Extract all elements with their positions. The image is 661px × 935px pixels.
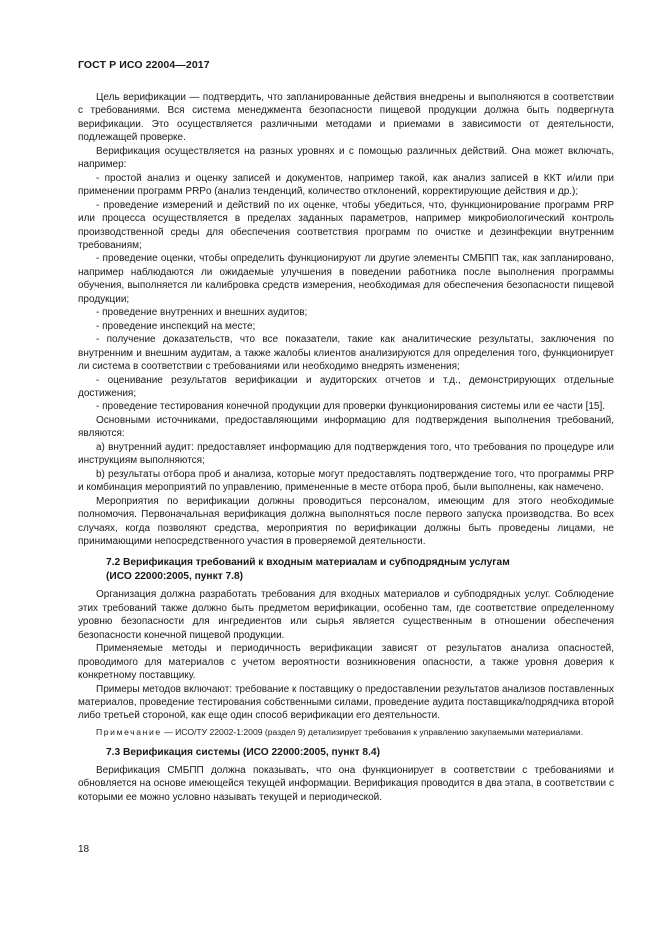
paragraph: Мероприятия по верификации должны проводиться персоналом, имеющим для этого необходимые полномочия. Первоначальная верификация должна выполняться после первого запуска производства. Во всех случаях, когда позволяют средства, мероприятия по верификации должны быть проведены лицами, не принимающими непосредственного участия в проверяемой деятельности. [78,495,614,547]
list-item: - проведение измерений и действий по их оценке, чтобы убедиться, что, функционирование программ PRP или процесса осуществляется в пределах заданных параметров, например микробиологический контроль производственной среды для обеспечения соответствия программ по очистке и дезинфекции внутренним требованиям; [78,199,614,251]
section-heading-7-2-ref: (ИСО 22000:2005, пункт 7.8) [106,571,244,583]
section-heading-7-3: 7.3 Верификация системы (ИСО 22000:2005, пункт 8.4) [106,746,380,758]
list-item: - простой анализ и оценку записей и документов, например такой, как анализ записей в ККТ и/или при применении программ PRPо (анализ тенденций, количество отклонений, корректирующие действия и др.); [78,172,614,198]
paragraph: Цель верификации — подтвердить, что запланированные действия внедрены и выполняются в соответствии с требованиями. Вся система менеджмента безопасности пищевой продукции должна быть подвергнута верификации. Это осуществляется различными методами и приемами в зависимости от деятельности, подлежащей проверке. [78,92,614,144]
paragraph: Организация должна разработать требования для входных материалов и субподрядных услуг. Соблюдение этих требований также должно быть предметом верификации, особенно там, где соответствие определенному уровню безопасности для ингредиентов или сырья является существенным в отношении обеспечения безопасности конечной пищевой продукции. [78,589,614,641]
paragraph: Верификация СМБПП должна показывать, что она функционирует в соответствии с требованиями и обновляется на основе имеющейся текущей информации. Верификация проводится в два этапа, в соответствии с которыми ее можно условно называть текущей и периодической. [78,764,614,803]
paragraph: Основными источниками, предоставляющими информацию для подтверждения выполнения требований, являются: [78,414,614,440]
section-heading-7-2: 7.2 Верификация требований к входным материалам и субподрядным услугам [106,557,510,569]
paragraph: Примеры методов включают: требование к поставщику о предоставлении результатов анализов поставленных материалов, проведение тестирования собственными силами, проведение аудита поставщика/подрядчика второй либо третьей стороной, как еще один способ верификации его деятельности. [78,683,614,722]
list-item: а) внутренний аудит: предоставляет информацию для подтверждения того, что требования по процедуре или инструкциям выполняются; [78,441,614,467]
list-item: - проведение внутренних и внешних аудитов; [96,307,308,319]
list-item: b) результаты отбора проб и анализа, которые могут предоставлять подтверждение того, что программы PRP и комбинация мероприятий по управлению, примененные в месте отбора проб, были выполнены, как намечено. [78,468,614,494]
list-item: - проведение инспекций на месте; [96,320,256,332]
paragraph: Применяемые методы и периодичность верификации зависят от результатов анализа опасностей, проводимого для материалов с учетом вероятности возникновения опасности, а также уровня доверия к конкретному поставщику. [78,643,614,682]
list-item: - получение доказательств, что все показатели, такие как аналитические результаты, заключения по внутренним и внешним аудитам, а также жалобы клиентов анализируются для определения того, функционирует ли система в соответствии с требованиями или необходимо внедрять изменения; [78,334,614,373]
note [78,726,614,738]
document-header: ГОСТ Р ИСО 22004—2017 [78,59,210,71]
paragraph: Верификация осуществляется на разных уровнях и с помощью различных действий. Она может включать, например: [78,145,614,171]
document-body [78,91,614,804]
page-number: 18 [78,844,90,855]
list-item: - проведение оценки, чтобы определить функционируют ли другие элементы СМБПП так, как запланировано, например наблюдаются ли ожидаемые улучшения в поведении работника после выполнения программы обучения, выполняется ли калибровка средств измерения, необходимая для обеспечения безопасности пищевой продукции; [78,253,614,305]
list-item: - проведение тестирования конечной продукции для проверки функционирования системы или ее части [15]. [96,401,606,413]
list-item: - оценивание результатов верификации и аудиторских отчетов и т.д., демонстрирующих отдельные достижения; [78,374,614,399]
note-label: Примечание [96,726,162,737]
note-text: — ИСО/ТУ 22002-1:2009 (раздел 9) детализирует требования к управлению закупаемыми материалами. [161,726,584,737]
